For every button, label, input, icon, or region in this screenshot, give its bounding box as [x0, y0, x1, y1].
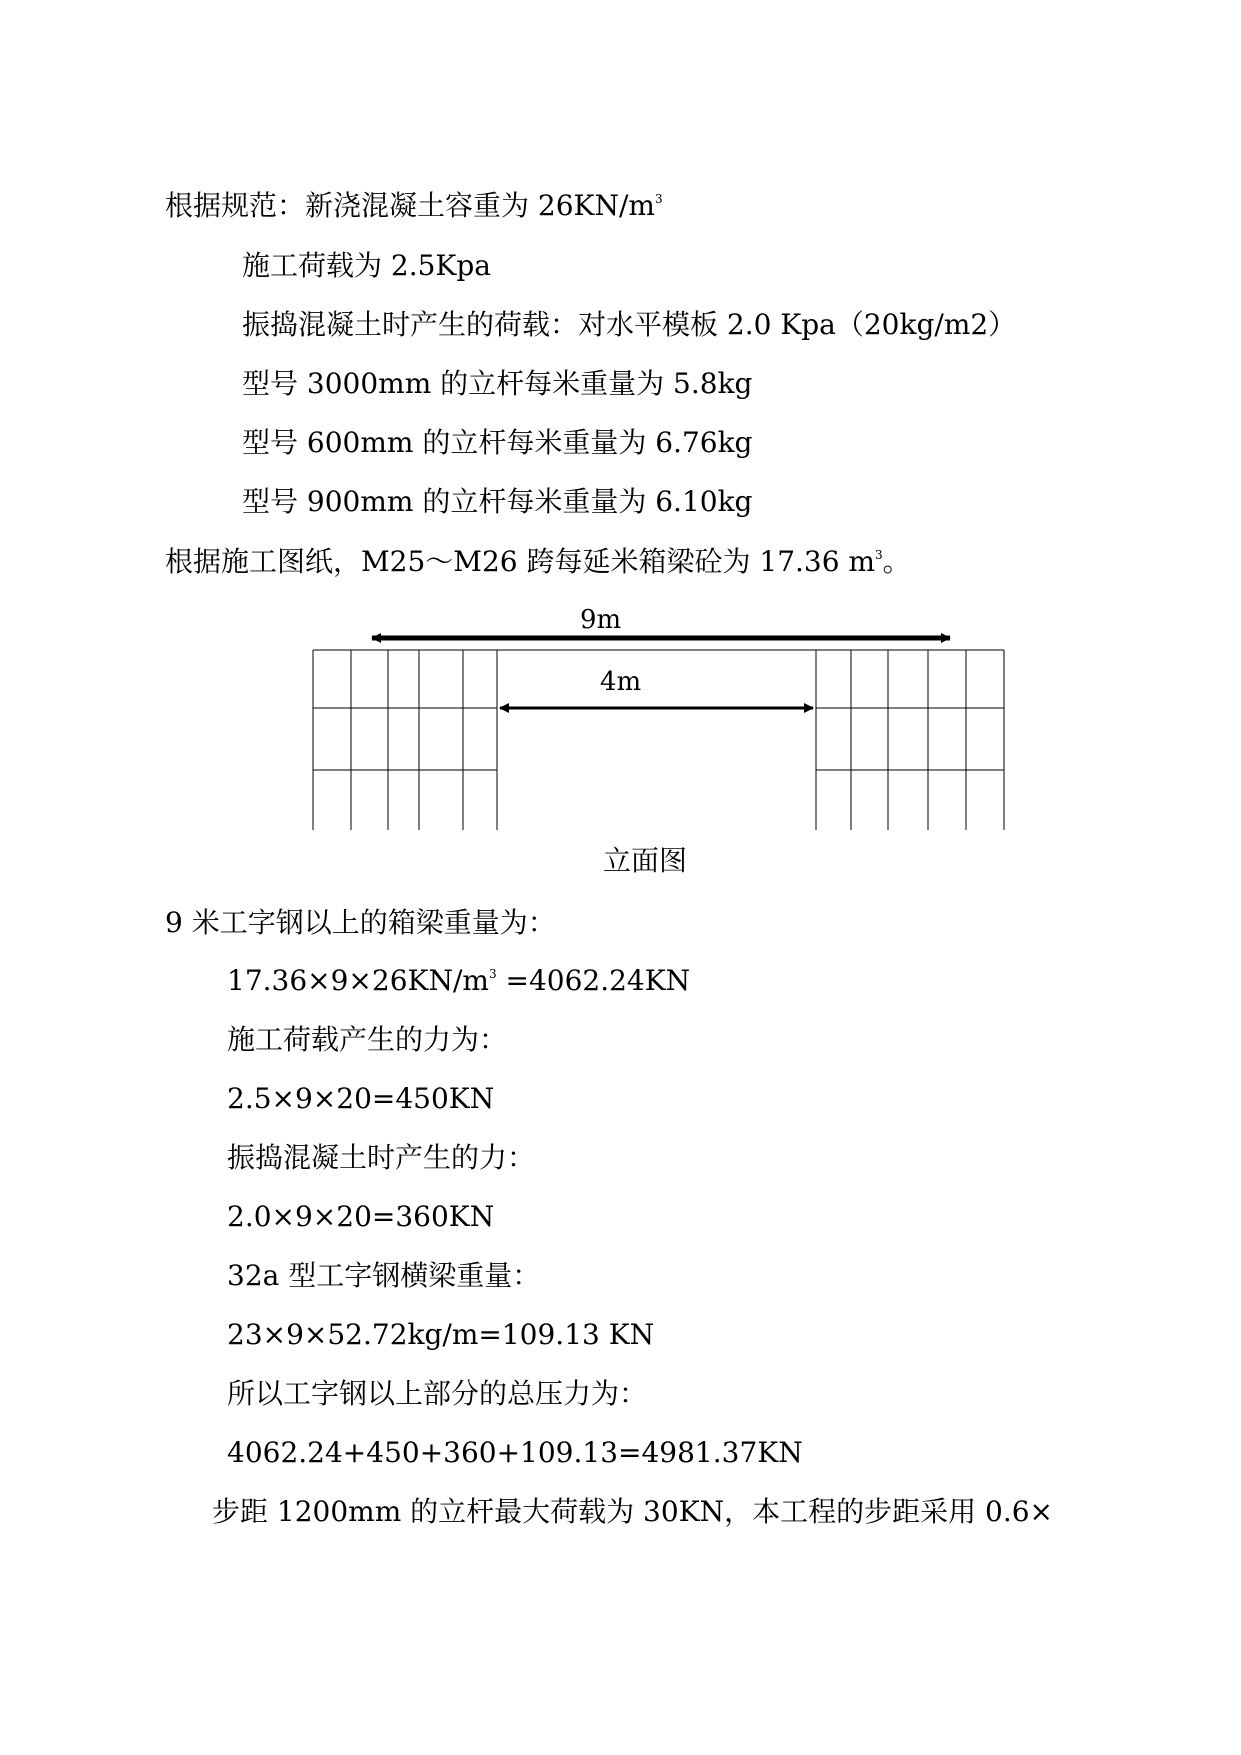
spec-drawing-text: 根据施工图纸，M25～M26 跨每延米箱梁砼为 17.36 m [165, 545, 876, 578]
spec-vibration-load: 振捣混凝土时产生的荷载：对水平模板 2.0 Kpa（20kg/m2） [242, 308, 1017, 341]
superscript: 3 [488, 967, 497, 981]
spec-concrete-text: 根据规范：新浇混凝土容重为 26KN/m [165, 189, 655, 222]
spec-pole-600: 型号 600mm 的立杆每米重量为 6.76kg [242, 426, 753, 459]
spec-construction-load: 施工荷载为 2.5Kpa [242, 249, 491, 282]
calc-beam-weight [227, 963, 690, 999]
spec-pole-3000: 型号 3000mm 的立杆每米重量为 5.8kg [242, 367, 753, 400]
calc-construction-force-label: 施工荷载产生的力为： [227, 1023, 508, 1056]
span-9m-label: 9m [580, 605, 622, 635]
calc-vibration-force-label: 振捣混凝土时产生的力： [227, 1141, 536, 1174]
superscript: 3 [875, 548, 883, 562]
calc-steel-weight: 23×9×52.72kg/m=109.13 KN [227, 1318, 655, 1351]
calc-total-label: 所以工字钢以上部分的总压力为： [227, 1377, 648, 1410]
calc-total: 4062.24+450+360+109.13=4981.37KN [227, 1436, 803, 1469]
calc-step-text: 步距 1200mm 的立杆最大荷载为 30KN，本工程的步距采用 0.6× [212, 1495, 1054, 1528]
spec-pole-900: 型号 900mm 的立杆每米重量为 6.10kg [242, 485, 753, 518]
calc-beam-weight-text: 17.36×9×26KN/m [227, 964, 489, 997]
calc-construction-force: 2.5×9×20=450KN [227, 1082, 495, 1115]
calc-steel-label: 32a 型工字钢横梁重量： [227, 1259, 541, 1292]
right-scaffold-grid [816, 650, 1004, 830]
diagram-caption: 立面图 [603, 844, 688, 877]
calc-beam-weight-result: =4062.24KN [496, 964, 691, 997]
period: 。 [882, 545, 911, 578]
span-4m-label: 4m [600, 667, 642, 697]
calc-vibration-force: 2.0×9×20=360KN [227, 1200, 495, 1233]
calc-heading: 9 米工字钢以上的箱梁重量为： [165, 906, 556, 939]
superscript: 3 [654, 192, 663, 206]
left-scaffold-grid [313, 650, 497, 830]
